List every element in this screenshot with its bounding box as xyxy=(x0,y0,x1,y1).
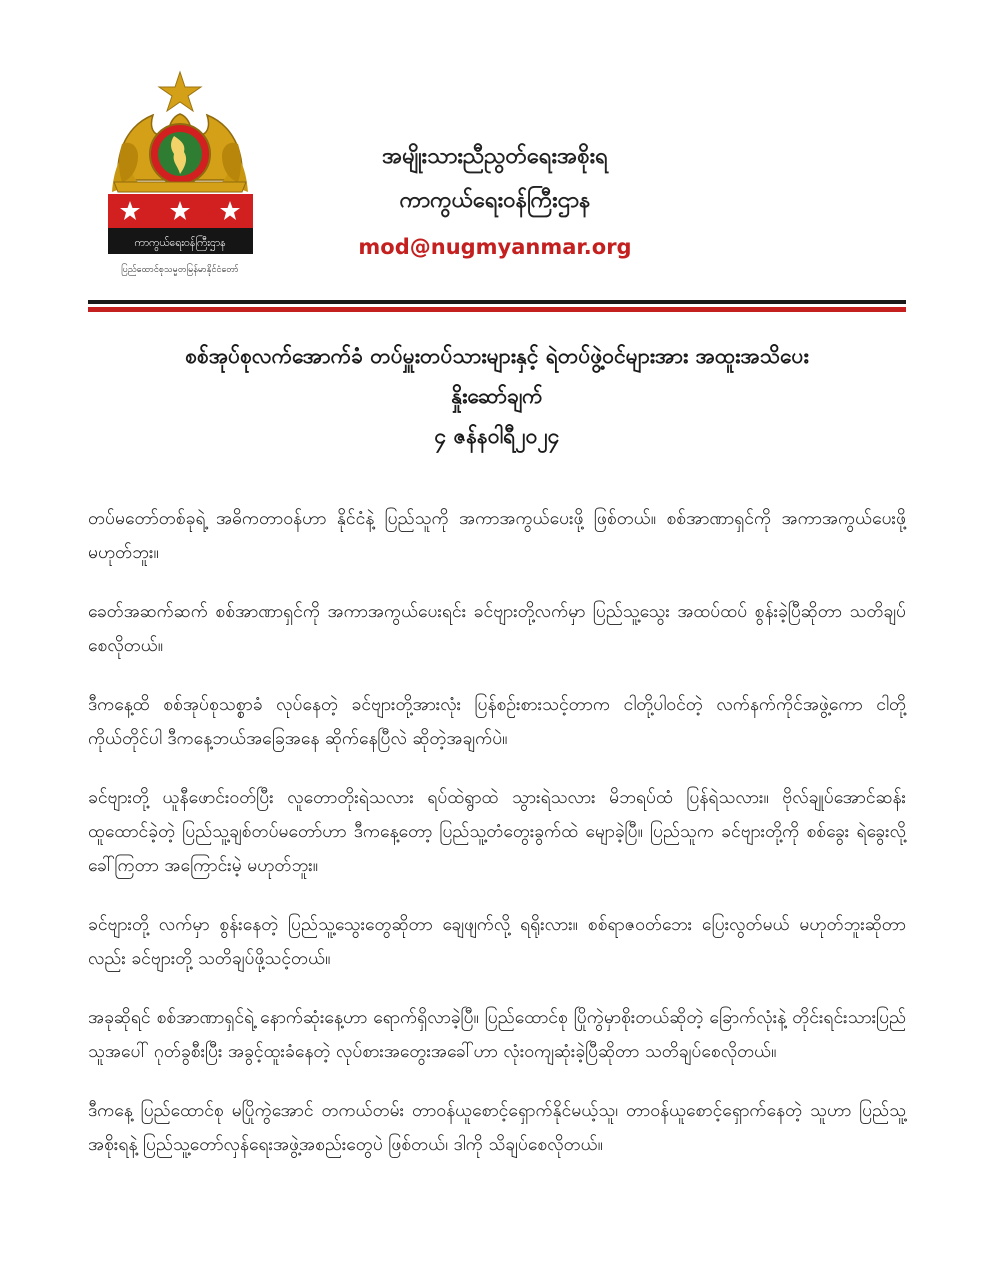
header-divider-black xyxy=(88,300,906,304)
title-line-2: နှိုးဆော်ချက် xyxy=(451,384,543,408)
title-line-1: စစ်အုပ်စုလက်အောက်ခံ တပ်မှူးတပ်သားများနှင့် ရဲတပ်ဖွဲ့ဝင်များအား အထူးအသိပေး xyxy=(185,344,809,368)
paragraph: အခုဆိုရင် စစ်အာဏာရှင်ရဲ့ နောက်ဆုံးနေ့ဟာ ရောက်ရှိလာခဲ့ပြီ။ ပြည်ထောင်စု ပြိုကွဲမှာစိုးတယ်ဆိုတဲ့ ခြောက်လုံးနဲ့ တိုင်းရင်းသားပြည်သူအပေါ် ဂုတ်ခွစီးပြီး အခွင့်ထူးခံနေတဲ့ လုပ်စားအတွေးအခေါ်ဟာ လုံးဝကျဆုံးခဲ့ပြီဆိုတာ သတိချပ်စေလိုတယ်။ xyxy=(88,1008,906,1062)
ministry-emblem-logo xyxy=(108,70,278,280)
paragraph: ခင်ဗျားတို့ လက်မှာ စွန်းနေတဲ့ ပြည်သူ့သွေးတွေဆိုတာ ချေဖျက်လို့ ရရိုးလား။ စစ်ရာဇဝတ်ဘေး ပြေးလွတ်မယ် မဟုတ်ဘူးဆိုတာလည်း ခင်ဗျားတို့ သတိချပ်ဖို့သင့်တယ်။ xyxy=(88,915,906,969)
statement-title xyxy=(88,336,906,456)
paragraph: ခင်ဗျားတို့ ယူနီဖောင်းဝတ်ပြီး လူတောတိုးရဲသလား ရပ်ထဲရွာထဲ သွားရဲသလား မိဘရပ်ထံ ပြန်ရဲသလား။ ဗိုလ်ချုပ်အောင်ဆန်း ထူထောင်ခဲ့တဲ့ ပြည်သူ့ချစ်တပ်မတော်ဟာ ဒီကနေ့တော့ ပြည်သူ့တံတွေးခွက်ထဲ မျောခဲ့ပြီ။ ပြည်သူက ခင်ဗျားတို့ကို စစ်ခွေး ရဲခွေးလို့ ခေါ်ကြတာ အကြောင်းမဲ့ မဟုတ်ဘူး။ xyxy=(88,788,906,876)
letterhead xyxy=(0,0,993,300)
header-divider-red xyxy=(88,307,906,312)
organization-block xyxy=(330,140,660,264)
star-icon xyxy=(159,72,201,111)
svg-text:ပြည်ထောင်စုသမ္မတမြန်မာနိုင်ငံတ: ပြည်ထောင်စုသမ္မတမြန်မာနိုင်ငံတော် xyxy=(121,265,239,275)
contact-email: mod@nugmyanmar.org xyxy=(358,235,632,259)
paragraph: ဒီကနေ့ထိ စစ်အုပ်စုသစ္စာခံ လုပ်နေတဲ့ ခင်ဗျားတို့အားလုံး ပြန်စဉ်းစားသင့်တာက ငါတို့ပါဝင်တဲ့ လက်နက်ကိုင်အဖွဲ့ကော ငါတို့ကိုယ်တိုင်ပါ ဒီကနေ့ဘယ်အခြေအနေ ဆိုက်နေပြီလဲ ဆိုတဲ့အချက်ပဲ။ xyxy=(88,695,906,749)
organization-name: အမျိုးသားညီညွတ်ရေးအစိုးရ xyxy=(382,144,608,169)
statement-date: ၄ ဇန်နဝါရီ၂၀၂၄ xyxy=(434,424,560,448)
paragraph: ဒီကနေ့ ပြည်ထောင်စု မပြိုကွဲအောင် တကယ်တမ်း တာဝန်ယူစောင့်ရှောက်နိုင်မယ့်သူ၊ တာဝန်ယူစောင့်ရှောက်နေတဲ့ သူဟာ ပြည်သူ့အစိုးရနဲ့ ပြည်သူ့တော်လှန်ရေးအဖွဲ့အစည်းတွေပဲ ဖြစ်တယ်၊ ဒါကို သိချပ်စေလိုတယ်။ xyxy=(88,1101,906,1155)
svg-text:ကာကွယ်ရေးဝန်ကြီးဌာန: ကာကွယ်ရေးဝန်ကြီးဌာန xyxy=(134,237,226,249)
paragraph: တပ်မတော်တစ်ခုရဲ့ အဓိကတာဝန်ဟာ နိုင်ငံနဲ့ ပြည်သူကို အကာအကွယ်ပေးဖို့ ဖြစ်တယ်။ စစ်အာဏာရှင်ကို အကာအကွယ်ပေးဖို့ မဟုတ်ဘူး။ xyxy=(88,509,906,563)
paragraph: ခေတ်အဆက်ဆက် စစ်အာဏာရှင်ကို အကာအကွယ်ပေးရင်း ခင်ဗျားတို့လက်မှာ ပြည်သူ့သွေး အထပ်ထပ် စွန်းခဲ့ပြီဆိုတာ သတိချပ်စေလိုတယ်။ xyxy=(88,602,906,656)
ministry-name: ကာကွယ်ရေးဝန်ကြီးဌာန xyxy=(399,188,591,213)
statement-body xyxy=(88,502,906,1187)
